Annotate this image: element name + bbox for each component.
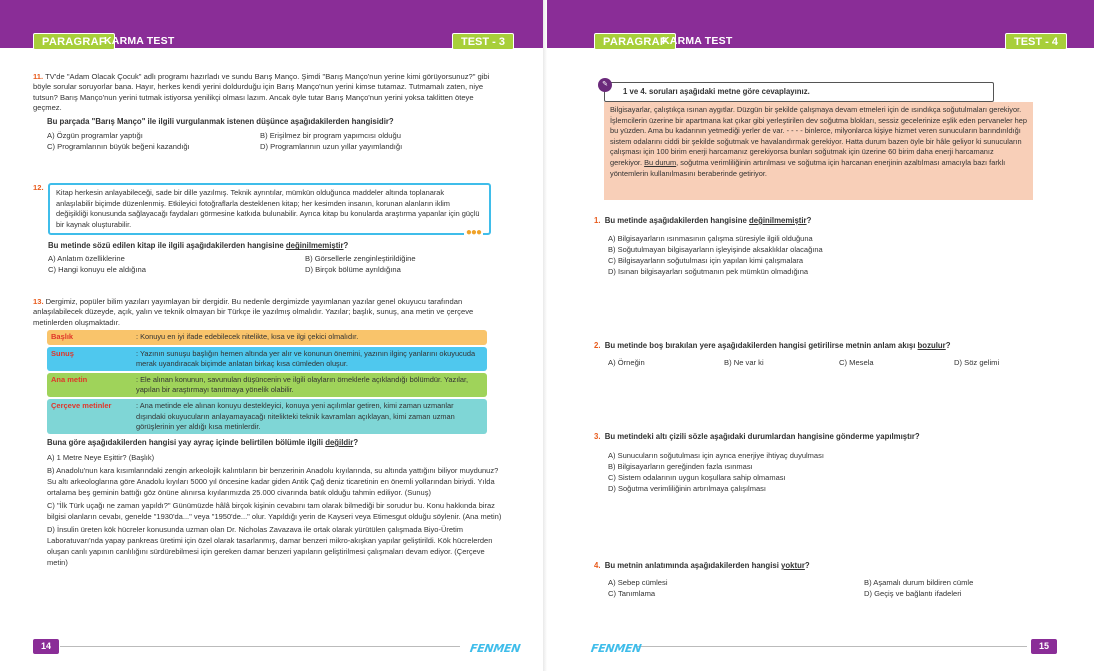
question-number: 2. xyxy=(594,341,601,350)
question-number: 13. xyxy=(33,297,44,306)
option-d[interactable]: D) Soğutma verimliliğinin artırılmaya çalışılması xyxy=(608,484,766,494)
option-c[interactable]: C) Tanımlama xyxy=(608,589,656,599)
option-c[interactable]: C) Sistem odalarının uygun koşullara sahip olmaması xyxy=(608,473,786,483)
option-c[interactable]: C) Programlarının büyük beğeni kazandığı xyxy=(47,142,190,152)
option-d[interactable]: D) Söz gelimi xyxy=(954,358,1000,368)
question-text: Dergimiz, popüler bilim yazıları yayımlayan bir dergidir. Bu nedenle dergimizde yayımlanan yazılar genel okuyucu tarafından anlaşılabilecek düzeyde, açık, yalın ve teknik olmayan bir Türkçe ile yazılmış olmalıdır. Yazılar; başlık, sunuş, ana metin ve çerçeve metinlerden oluşmaktadır. xyxy=(33,297,474,327)
publisher-logo: FENMEN xyxy=(469,642,522,655)
dots-decoration: ●●● xyxy=(465,226,481,238)
option-a[interactable]: A) Sebep cümlesi xyxy=(608,578,668,588)
question-number: 1. xyxy=(594,216,601,225)
question-stem: Bu metinde sözü edilen kitap ile ilgili aşağıdakilerden hangisine değinilmemiştir? xyxy=(48,241,349,251)
option-d[interactable]: D) Birçok bölüme ayrıldığına xyxy=(305,264,401,274)
option-b[interactable]: B) Ne var ki xyxy=(724,358,764,368)
options xyxy=(33,130,503,152)
question-text: TV'de "Adam Olacak Çocuk" adlı programı hazırladı ve sundu Barış Manço. Şimdi "Barış Manço'nun yerine kimi görüyorsunuz?" gibi böyle sorular soruyorlar bana. Hayır, herkes kendi yerini doldurduğu için Barış Manço'nun yerini kimse tutamaz. Tutmamalı zaten, niye tutsun? Barış Manço'nun yerini tutmak istiyorsa yenilikçi olması lazım. Ancak öyle tutar Barış Manço'nun yerini yoksa taklitten öteye geçmez. xyxy=(33,72,490,113)
option-a[interactable]: A) Sunucuların soğutulması için ayrıca enerjiye ihtiyaç duyulması xyxy=(608,451,824,461)
passage-box: Bilgisayarlar, çalıştıkça ısınan aygıtlar. Düzgün bir şekilde çalışmaya devam etmeleri için de ısındıkça soğutulmaları gerekiyor. İşlemcilerin üzerine bir apartmana kat çıkar gibi yerleştirilen dev soğutma blokları, sessiz gecelerinize eşlik eden pervaneler hep bu yüzden. Ama bu kadarının yetmediği yerler de var. - - - - binlerce, milyonlarca kişiye hizmet veren sunucuların barındırıldığı sistem odalarını ciddi bir şekilde soğutmak ve havalandırmak gerekiyor. Hatta durum bazen öyle bir hâle geliyor ki sunucuların çalışması için 100 birim enerji harcamanız gerekiyorsa bunları soğutmak için üzerine 60 birim daha enerji harcamanız gerekiyor. Bu durum, soğutma verimliliğinin artırılması ve soğutma için harcanan enerjinin azaltılması amacıyla bazı farklı yöntemlerin kullanılmasını beraberinde getiriyor. xyxy=(604,102,1033,200)
options xyxy=(594,233,1034,277)
question-2: 2. Bu metinde boş bırakılan yere aşağıdakilerden hangisi getirilirse metnin anlam akışı bozulur? A) Örneğin B) Ne var ki C) Mesela D) Söz gelimi xyxy=(594,341,1039,368)
test-number-tag: TEST - 4 xyxy=(1005,33,1067,50)
option-b[interactable]: B) Aşamalı durum bildiren cümle xyxy=(864,578,974,588)
section-table xyxy=(47,330,487,434)
option-b[interactable]: B) Bilgisayarların gereğinden fazla ısınması xyxy=(608,462,753,472)
option-a[interactable]: A) Örneğin xyxy=(608,358,645,368)
option-b[interactable]: B) Anadolu'nun kara kısımlarındaki zengin arkeolojik kalıntıların bir benzerinin Anadolu kıyılarında, su altında yattığını biliyor muydunuz? Su altı arkeologlarına göre Anadolu kıyıları 5000 yıl öncesine kadar giden Antik Çağ deniz ticaretinin en önemli yollarından biriydi. Yılda ortalama beş geminin battığı göz önüne alınırsa kıyılarımızda 25.000 civarında batık olduğu tahmin ediliyor. (Sunuş) xyxy=(47,466,499,498)
question-3: 3. Bu metindeki altı çizili sözle aşağıdaki durumlardan hangisine gönderme yapılmıştır? A) Sunucuların soğutulması için ayrıca enerjiye ihtiyaç duyulması B) Bilgisayarların gereğinden fazla ısınması C) Sistem odalarının uygun koşullara sahip olmaması D) Soğutma verimliliğinin artırılmaya çalışılması xyxy=(594,432,1034,494)
passage-text: Kitap herkesin anlayabileceği, sade bir dille yazılmış. Teknik ayrıntılar, mümkün olduğunca maddeler altında toplanarak anlaşılabilir biçimde düzenlenmiş. Etkileyici fotoğraflarla desteklenen kitap; her kesimden insanın, korunan alanların iklim değişikliği konusunda sağlayacağı faydaları görmesine katkıda bulunabilir. Ayrıca kitap bu konularda araştırma yapanlar için güçlü bir kaynak oluşturabilir. xyxy=(56,188,480,229)
options xyxy=(33,452,505,568)
pencil-icon: ✎ xyxy=(598,78,612,92)
option-b[interactable]: B) Görsellerle zenginleştirildiğine xyxy=(305,253,416,263)
paragraf-tag: PARAGRAF xyxy=(594,33,676,50)
right-page xyxy=(547,0,1094,671)
section-row-sunus: Sunuş : Yazının sunuşu başlığın hemen altında yer alır ve konunun önemini, yazının ilginç yanlarını okuyucuda merak uyandıracak biçimde anlatan birkaç kısa cümleden oluşur. xyxy=(47,347,487,371)
karma-test-label: KARMA TEST xyxy=(662,35,733,47)
karma-test-label: KARMA TEST xyxy=(104,35,175,47)
option-c[interactable]: C) Hangi konuyu ele aldığına xyxy=(48,264,146,274)
option-a[interactable]: A) Özgün programlar yaptığı xyxy=(47,131,143,141)
option-d[interactable]: D) İnsulin üreten kök hücreler konusunda uzman olan Dr. Nicholas Zavazava ile ortak olarak yürütülen çalışmada Biyo-Üretim Laboratuvarı'nda yapay pankreas üretimi için özel olarak tasarlanmış, damar benzeri mikro-akışkan yapılar geliştirildi. Kök hücrelerden oluşan canlı yapının canlılığını sürdürebilmesi için gereken damar benzeri yapıların geliştirilmesi çalışmaları devam ediyor. (Çerçeve metin) xyxy=(47,525,493,568)
question-1: 1. Bu metinde aşağıdakilerden hangisine değinilmemiştir? A) Bilgisayarların ısınmasının çalışma süresiyle ilgili olduğuna B) Soğutulmayan bilgisayarların işleyişinde aksaklıklar olacağına C) Bilgisayarların soğutulması için yapılan kimi çalışmalara D) Isınan bilgisayarları soğutmanın pek mümkün olmadığına xyxy=(594,216,1034,277)
options xyxy=(594,357,1039,368)
question-number: 11. xyxy=(33,72,44,81)
option-a[interactable]: A) 1 Metre Neye Eşittir? (Başlık) xyxy=(47,453,155,463)
publisher-logo: FENMEN xyxy=(590,642,643,655)
section-row-ana-metin: Ana metin : Ele alınan konunun, savunulan düşüncenin ve ilgili olayların örneklerle açıklandığı bölümdür. Yazılar, yapılan bir araştırmayı tanıtmaya yönelik olabilir. xyxy=(47,373,487,397)
option-c[interactable]: C) Bilgisayarların soğutulması için yapılan kimi çalışmalara xyxy=(608,256,804,266)
question-number: 4. xyxy=(594,561,601,570)
test-number-tag: TEST - 3 xyxy=(452,33,514,50)
question-4: 4. Bu metnin anlatımında aşağıdakilerden hangisi yoktur? A) Sebep cümlesi B) Aşamalı durum bildiren cümle C) Tanımlama D) Geçiş ve bağlantı ifadeleri xyxy=(594,561,1034,599)
footer-line xyxy=(637,646,1027,647)
question-13 xyxy=(33,297,505,570)
option-a[interactable]: A) Anlatım özelliklerine xyxy=(48,253,125,263)
question-stem: Bu parçada "Barış Manço" ile ilgili vurgulanmak istenen düşünce aşağıdakilerden hangisidir? xyxy=(47,116,394,126)
question-11 xyxy=(33,72,503,152)
option-d[interactable]: D) Programlarının uzun yıllar yayımlandığı xyxy=(260,142,403,152)
paragraf-tag: PARAGRAF xyxy=(33,33,115,50)
page-number: 15 xyxy=(1031,639,1057,654)
option-c[interactable]: C) Mesela xyxy=(839,358,874,368)
instruction-box: 1 ve 4. soruları aşağıdaki metne göre cevaplayınız. xyxy=(604,82,994,102)
option-d[interactable]: D) Isınan bilgisayarları soğutmanın pek mümkün olmadığına xyxy=(608,267,809,277)
passage-box xyxy=(48,183,491,238)
option-b[interactable]: B) Soğutulmayan bilgisayarların işleyişinde aksaklıklar olacağına xyxy=(608,245,823,255)
question-12 xyxy=(33,183,503,275)
option-b[interactable]: B) Erişilmez bir program yapımcısı olduğu xyxy=(260,131,401,141)
section-row-baslik: Başlık : Konuyu en iyi ifade edebilecek nitelikte, kısa ve ilgi çekici olmalıdır. xyxy=(47,330,487,344)
question-number: 12. xyxy=(33,183,44,192)
options xyxy=(33,253,503,275)
options xyxy=(594,577,1034,599)
question-number: 3. xyxy=(594,432,601,441)
option-d[interactable]: D) Geçiş ve bağlantı ifadeleri xyxy=(864,589,962,599)
question-stem: Buna göre aşağıdakilerden hangisi yay ayraç içinde belirtilen bölümle ilgili değildir? xyxy=(47,438,359,448)
section-row-cerceve: Çerçeve metinler : Ana metinde ele alınan konuyu destekleyici, konuya yeni açılımlar getiren, kimi zaman uzmanlar dışındaki okuyucuların anlayamayacağı nitelikteki teknik kavramları açıklayan, kimi zaman uzman görüşlerinin yer aldığı kısa metinlerdir. xyxy=(47,399,487,434)
option-a[interactable]: A) Bilgisayarların ısınmasının çalışma süresiyle ilgili olduğuna xyxy=(608,234,813,244)
footer-line xyxy=(60,646,460,647)
options xyxy=(594,450,1034,494)
page-number: 14 xyxy=(33,639,59,654)
option-c[interactable]: C) "İlk Türk uçağı ne zaman yapıldı?" Günümüzde hâlâ birçok kişinin cevabını tam olarak bilmediği bir sorudur bu. Konu hakkında biraz bilgisi olanların cevabı, genelde "1930'da..." veya "1950'de..." olur. Yapıldığı yerin de Kayseri veya Etimesgut olduğu söylenir. (Ana metin) xyxy=(47,501,502,522)
